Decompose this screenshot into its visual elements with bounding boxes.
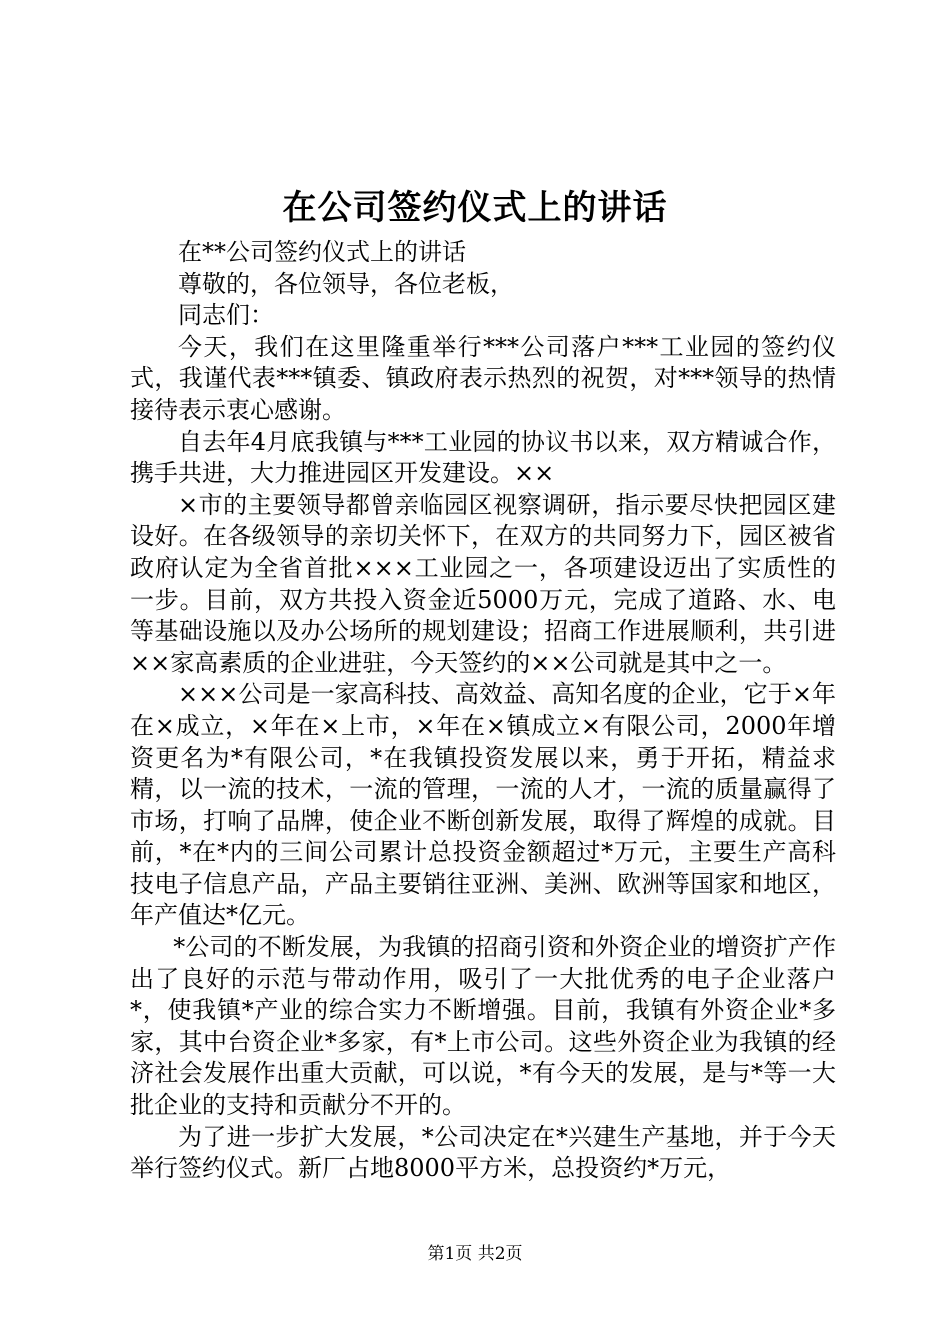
paragraph: 尊敬的，各位领导，各位老板， xyxy=(178,269,514,298)
document-title: 在公司签约仪式上的讲话 xyxy=(282,188,668,228)
paragraph: 自去年4月底我镇与***工业园的协议书以来，双方精诚合作，携手共进，大力推进园区开发建设。×× xyxy=(130,427,836,488)
paragraph: ×××公司是一家高科技、高效益、高知名度的企业，它于×年在×成立，×年在×上市，×年在×镇成立×有限公司，2000年增资更名为*有限公司，*在我镇投资发展以来，勇于开拓，精益求精，以一流的技术，一流的管理，一流的人才，一流的质量赢得了市场，打响了品牌，使企业不断创新发展，取得了辉煌的成就。目前，*在*内的三间公司累计总投资金额超过*万元，主要生产高科技电子信息产品，产品主要销往亚洲、美洲、欧洲等国家和地区，年产值达*亿元。 xyxy=(130,680,836,930)
paragraph: 为了进一步扩大发展，*公司决定在*兴建生产基地，并于今天举行签约仪式。新厂占地8000平方米，总投资约*万元， xyxy=(130,1122,836,1183)
paragraph: 在**公司签约仪式上的讲话 xyxy=(178,238,466,266)
paragraph: ×市的主要领导都曾亲临园区视察调研，指示要尽快把园区建设好。在各级领导的亲切关怀下，在双方的共同努力下，园区被省政府认定为全省首批×××工业园之一，各项建设迈出了实质性的一步。目前，双方共投入资金近5000万元，完成了道路、水、电等基础设施以及办公场所的规划建设；招商工作进展顺利，共引进××家高素质的企业进驻，今天签约的××公司就是其中之一。 xyxy=(130,490,836,677)
document-body xyxy=(130,237,836,1185)
page-footer: 第1页 共2页 xyxy=(427,1244,523,1264)
paragraph: 今天，我们在这里隆重举行***公司落户***工业园的签约仪式，我谨代表***镇委、镇政府表示热烈的祝贺，对***领导的热情接待表示衷心感谢。 xyxy=(130,332,836,424)
paragraph: *公司的不断发展，为我镇的招商引资和外资企业的增资扩产作出了良好的示范与带动作用，吸引了一大批优秀的电子企业落户*，使我镇*产业的综合实力不断增强。目前，我镇有外资企业*多家，其中台资企业*多家，有*上市公司。这些外资企业为我镇的经济社会发展作出重大贡献，可以说，*有今天的发展，是与*等一大批企业的支持和贡献分不开的。 xyxy=(130,933,836,1120)
paragraph: 同志们： xyxy=(178,301,274,330)
